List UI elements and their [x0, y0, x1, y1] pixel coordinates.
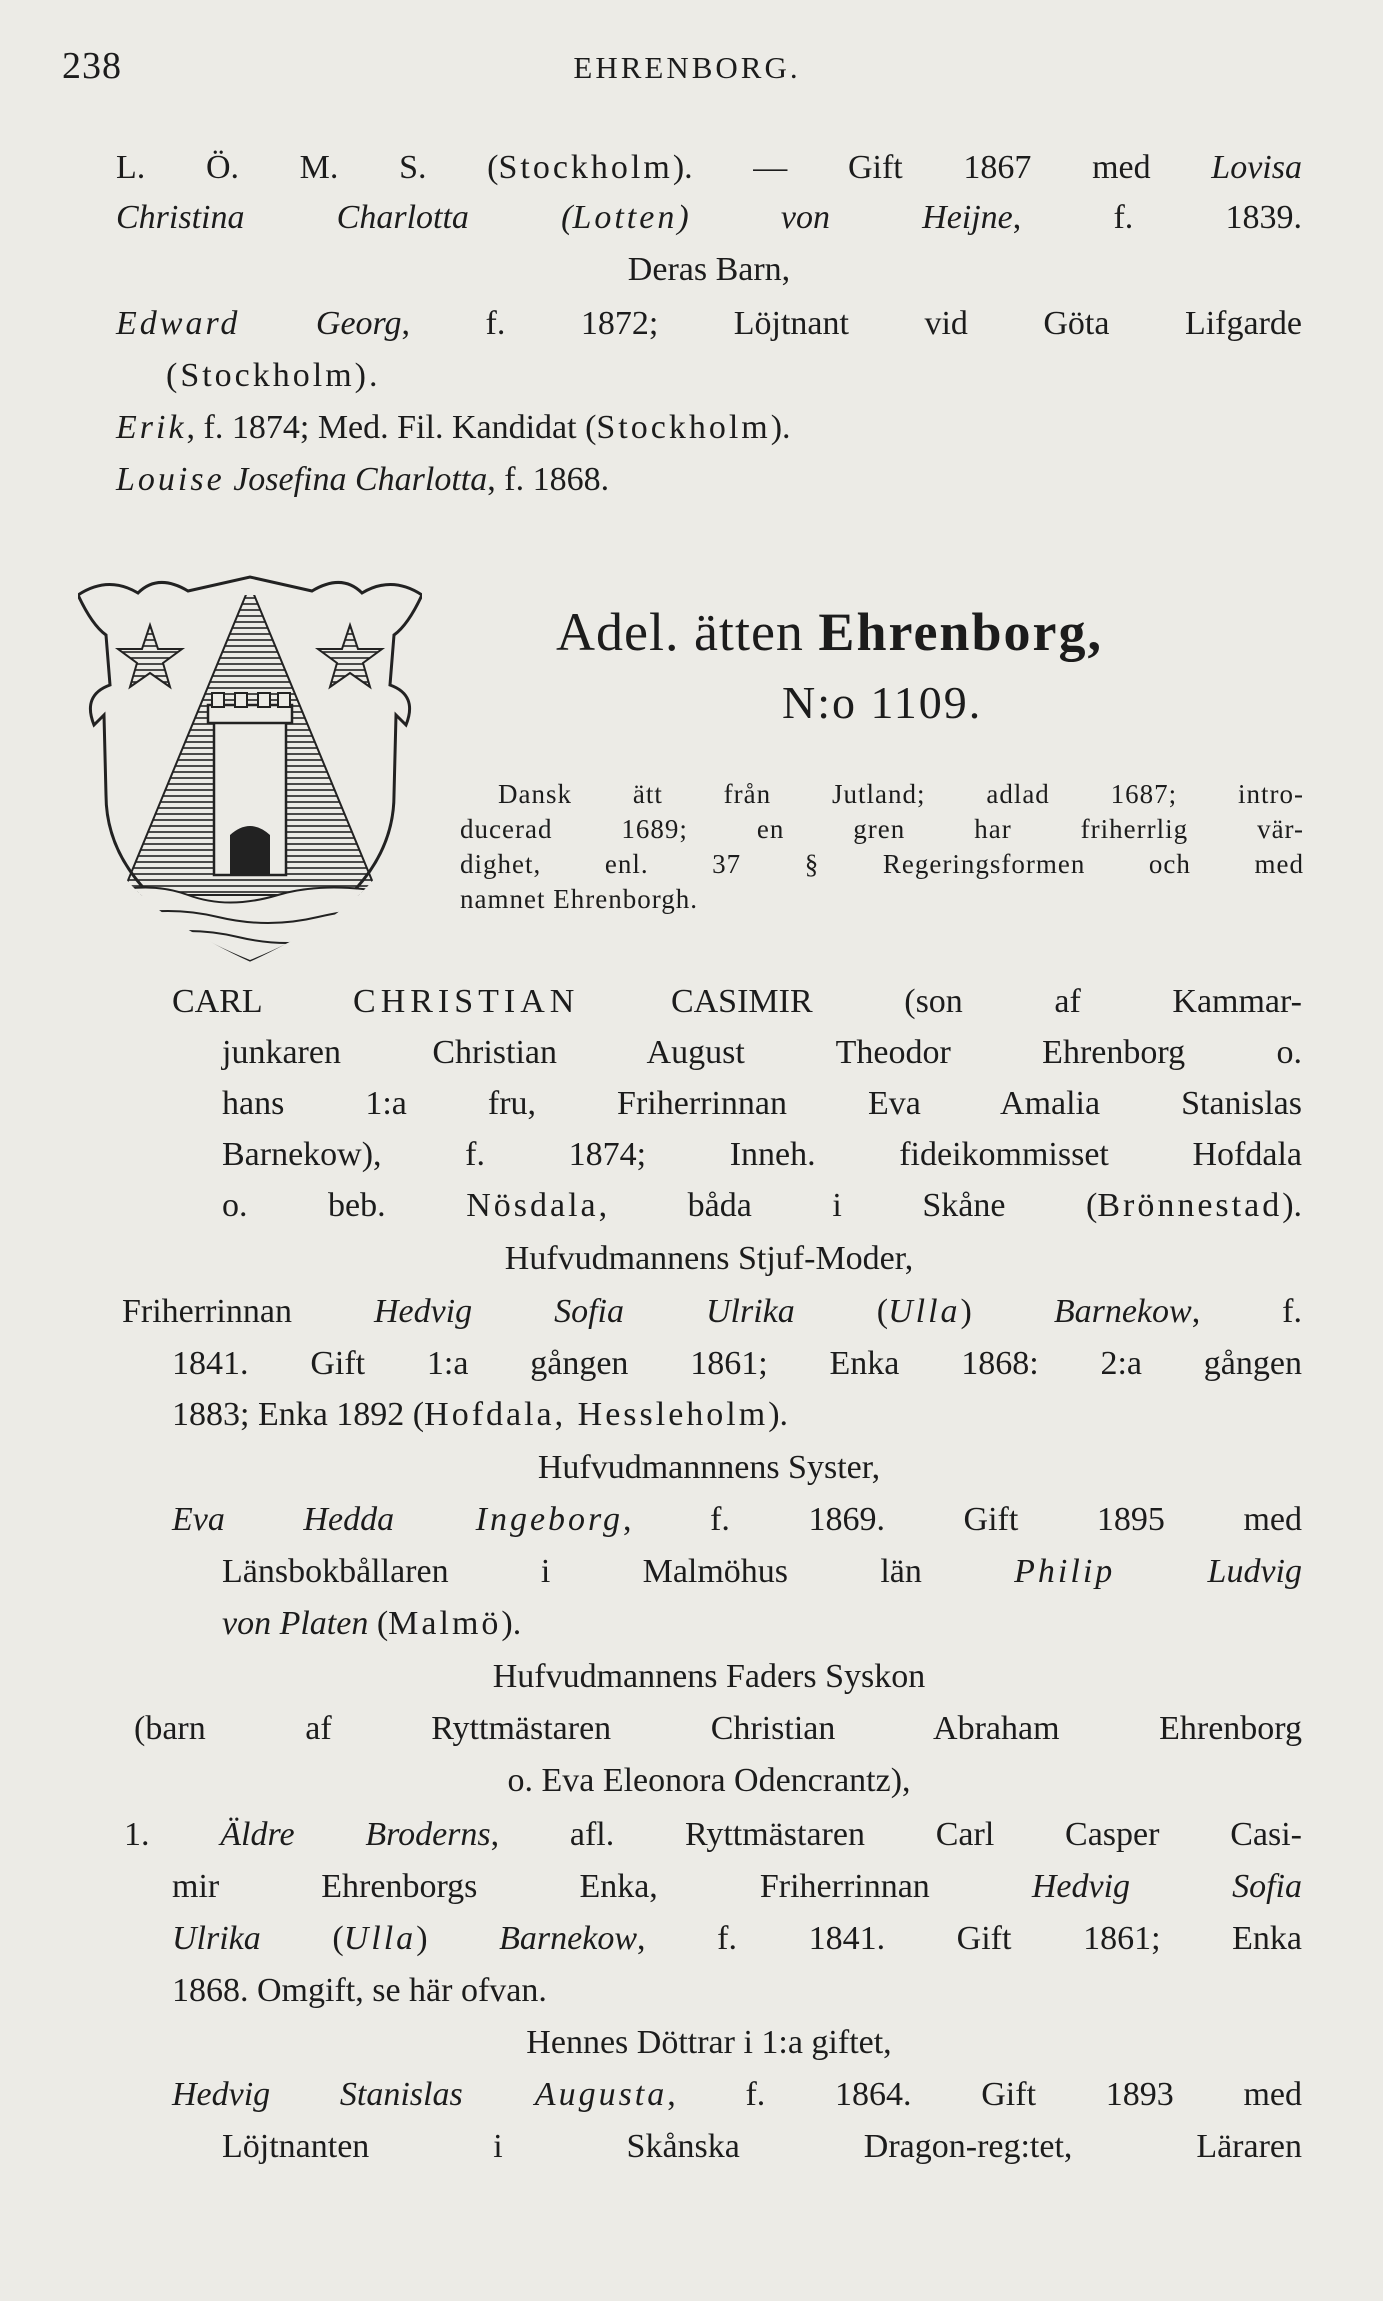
text-line: Ulrika (Ulla) Barnekow, f. 1841. Gift 1861; Enka [172, 1920, 1302, 1957]
running-head: EHRENBORG. [573, 50, 801, 85]
family-description: namnet Ehrenborgh. [460, 884, 698, 914]
family-description: ducerad 1689; en gren har friherrlig vär- [460, 814, 1304, 844]
text-line: Hufvudmannens Faders Syskon [492, 1658, 926, 1695]
text-line: 1883; Enka 1892 (Hofdala, Hessleholm). [172, 1396, 789, 1433]
text-line: Friherrinnan Hedvig Sofia Ulrika (Ulla) Barnekow, f. [122, 1293, 1302, 1330]
text-line: Hedvig Stanislas Augusta, f. 1864. Gift 1893 med [172, 2076, 1302, 2113]
page-number: 238 [62, 45, 122, 87]
text-line: CARL CHRISTIAN CASIMIR (son af Kammar- [172, 983, 1302, 1020]
text-line: von Platen (Malmö). [222, 1605, 522, 1642]
family-description: Dansk ätt från Jutland; adlad 1687; intro- [498, 779, 1304, 809]
text-line: Hufvudmannnens Syster, [537, 1449, 881, 1486]
family-title: Adel. ätten Ehrenborg, [556, 602, 1103, 662]
text-line: Länsbokbållaren i Malmöhus län Philip Ludvig [222, 1553, 1302, 1590]
text-line: 1. Äldre Broderns, afl. Ryttmästaren Carl Casper Casi- [124, 1816, 1302, 1853]
text-line: (barn af Ryttmästaren Christian Abraham Ehrenborg [134, 1710, 1302, 1747]
text-line: junkaren Christian August Theodor Ehrenborg o. [222, 1034, 1302, 1071]
family-description: dighet, enl. 37 § Regeringsformen och med [460, 849, 1304, 879]
text-line: (Stockholm). [166, 357, 381, 394]
text-line: o. Eva Eleonora Odencrantz), [507, 1762, 911, 1799]
text-line: Löjtnanten i Skånska Dragon-reg:tet, Läraren [222, 2128, 1302, 2165]
text-line: o. beb. Nösdala, båda i Skåne (Brönnestad). [222, 1187, 1303, 1224]
text-line: hans 1:a fru, Friherrinnan Eva Amalia Stanislas [222, 1085, 1302, 1122]
text-line: Deras Barn, [627, 251, 791, 288]
text-line: Hufvudmannens Stjuf-Moder, [504, 1240, 914, 1277]
coat-of-arms-shield-icon [78, 565, 422, 965]
text-line: mir Ehrenborgs Enka, Friherrinnan Hedvig Sofia [172, 1868, 1302, 1905]
page-header [62, 44, 1312, 92]
text-line: Edward Georg, f. 1872; Löjtnant vid Göta Lifgarde [116, 305, 1302, 342]
text-line: Eva Hedda Ingeborg, f. 1869. Gift 1895 med [172, 1501, 1302, 1538]
text-line: Louise Josefina Charlotta, f. 1868. [116, 461, 610, 498]
text-line: Christina Charlotta (Lotten) von Heijne, f. 1839. [116, 199, 1302, 236]
text-line: Erik, f. 1874; Med. Fil. Kandidat (Stockholm). [116, 409, 791, 446]
family-number: N:o 1109. [782, 677, 983, 728]
text-line: 1868. Omgift, se här ofvan. [172, 1972, 547, 2009]
text-line: Barnekow), f. 1874; Inneh. fideikommisset Hofdala [222, 1136, 1302, 1173]
text-line: Hennes Döttrar i 1:a giftet, [526, 2024, 892, 2061]
text-line: 1841. Gift 1:a gången 1861; Enka 1868: 2:a gången [172, 1345, 1302, 1382]
text-line: L. Ö. M. S. (Stockholm). — Gift 1867 med Lovisa [116, 149, 1302, 186]
